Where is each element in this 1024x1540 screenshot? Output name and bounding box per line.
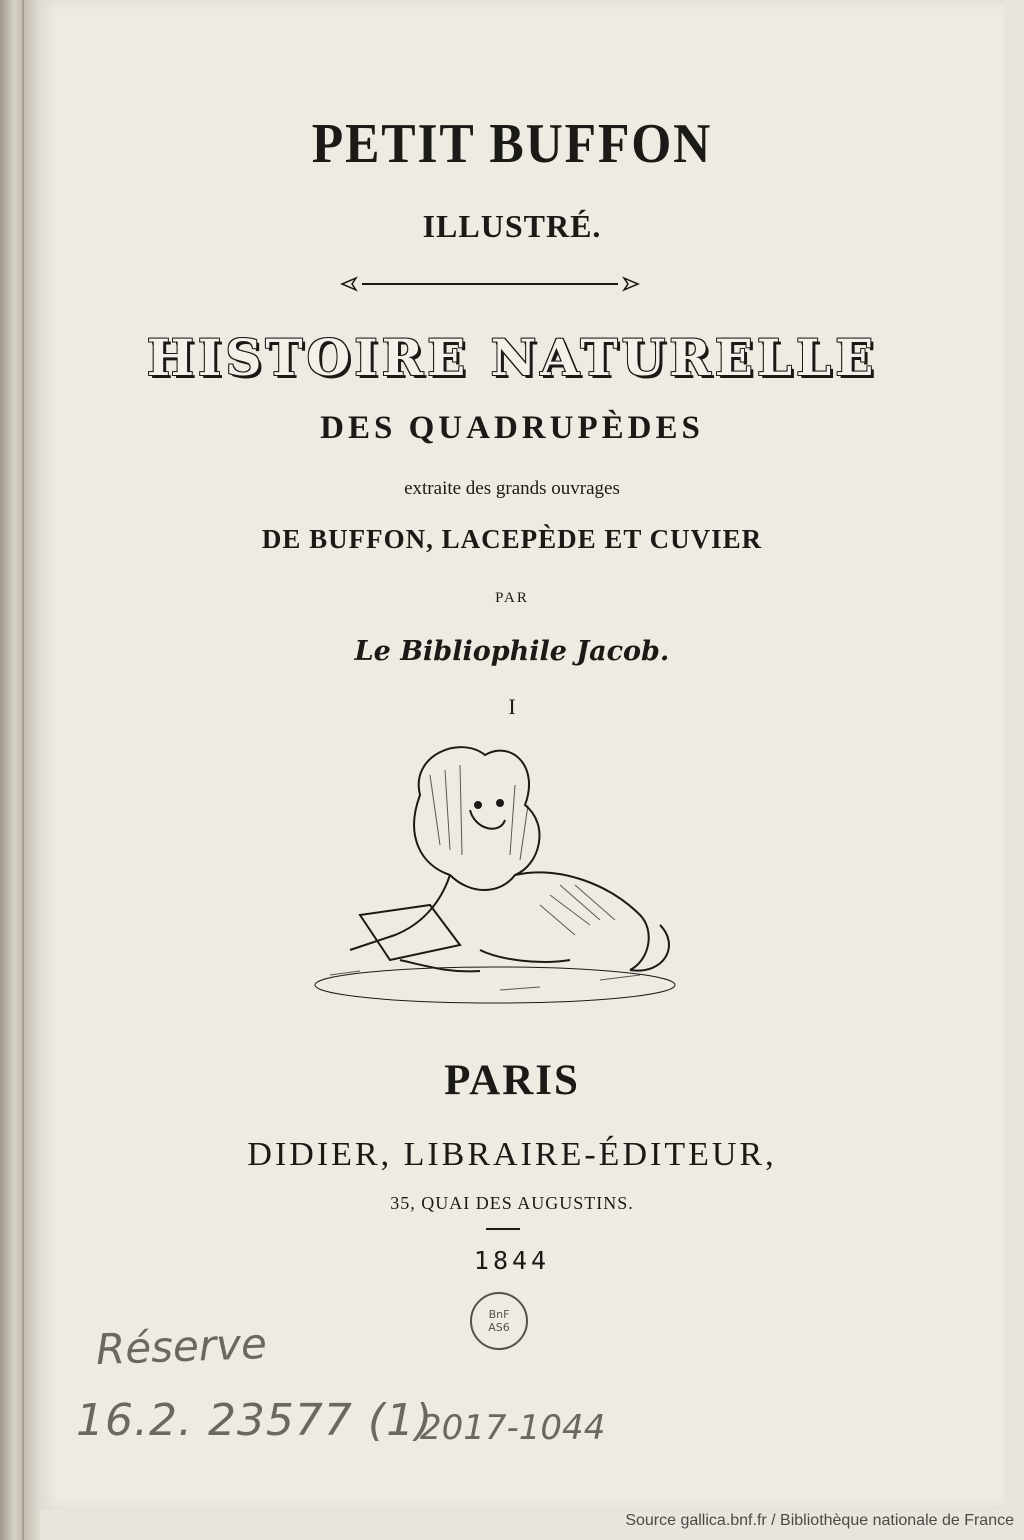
imprint-address: 35, QUAI DES AUGUSTINS.: [390, 1193, 634, 1213]
imprint-city: PARIS: [444, 1057, 580, 1104]
extract-note: extraite des grands ouvrages: [404, 478, 620, 499]
handwritten-shelfmark: 16.2. 23577 (1): [76, 1395, 434, 1446]
stamp-line-1: BnF: [488, 1308, 510, 1321]
author-name: Le Bibliophile Jacob.: [354, 636, 670, 667]
source-credit: Source gallica.bnf.fr / Bibliothèque nationale de France: [625, 1512, 1014, 1529]
volume-number: I: [508, 694, 516, 719]
lion-engraving-icon: [300, 735, 690, 1010]
library-stamp: [470, 1292, 528, 1350]
imprint-divider: [486, 1228, 520, 1230]
ornament-rule-icon: [340, 272, 640, 296]
by-line: PAR: [495, 590, 529, 606]
imprint-publisher: DIDIER, LIBRAIRE-ÉDITEUR,: [247, 1136, 777, 1173]
book-subtitle: ILLUSTRÉ.: [422, 208, 602, 244]
handwritten-accession-number: 2017-1044: [420, 1408, 606, 1448]
handwritten-reserve-note: Réserve: [95, 1319, 268, 1374]
book-title: PETIT BUFFON: [311, 113, 713, 175]
subject-line: DES QUADRUPÈDES: [320, 410, 704, 446]
publication-year: 1844: [473, 1246, 551, 1275]
stamp-line-2: AS6: [488, 1321, 510, 1334]
series-heading: HISTOIRE NATURELLE: [146, 328, 878, 387]
source-authors: DE BUFFON, LACEPÈDE ET CUVIER: [261, 524, 763, 554]
